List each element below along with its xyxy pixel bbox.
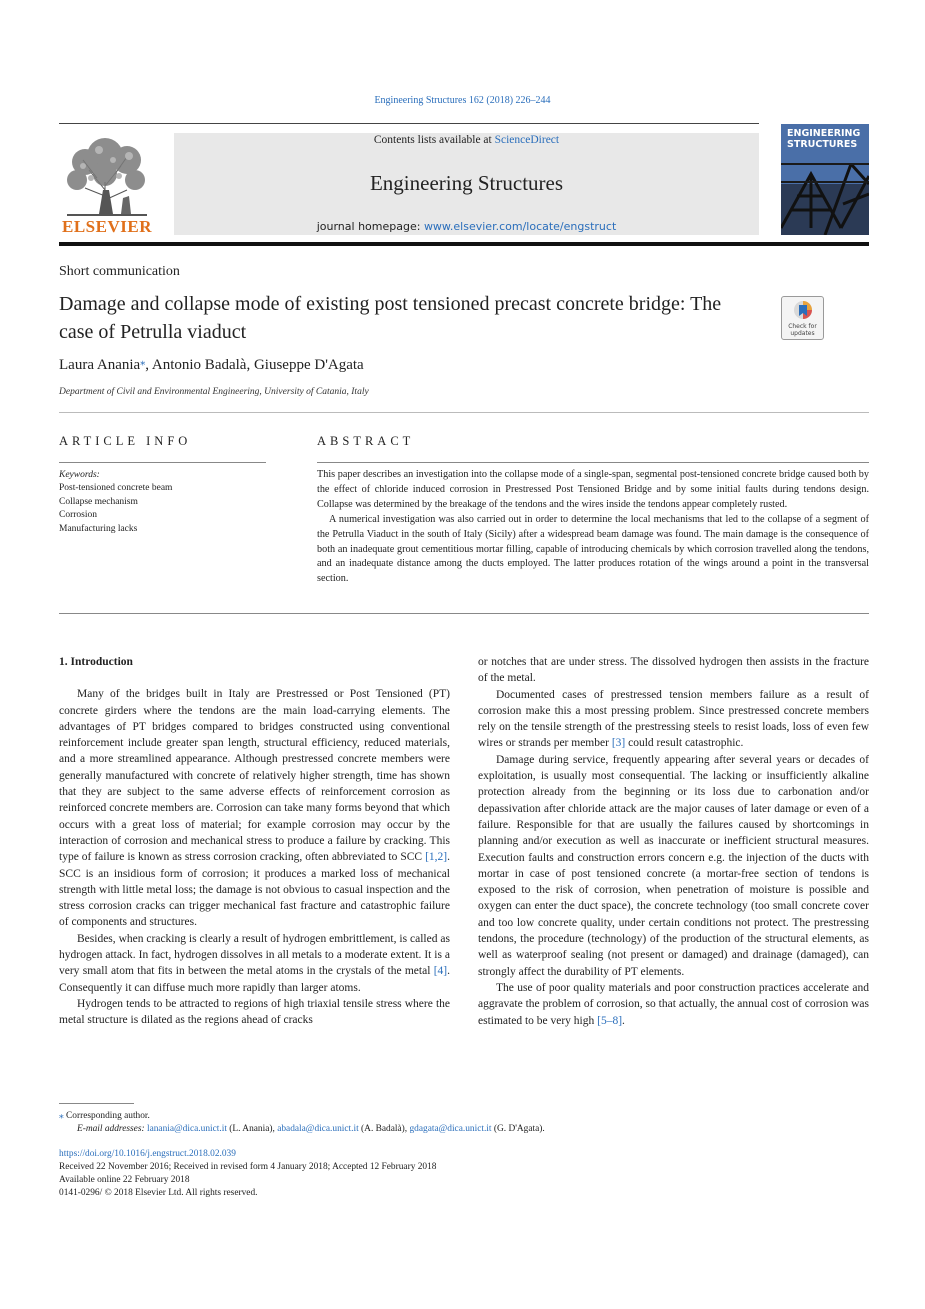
keyword-item: Collapse mechanism bbox=[59, 496, 138, 507]
journal-title: Engineering Structures bbox=[369, 171, 564, 195]
affiliation-rule bbox=[59, 412, 869, 413]
copyright-line: 0141-0296/ © 2018 Elsevier Ltd. All rights reserved. bbox=[59, 1188, 258, 1198]
body-paragraph bbox=[478, 687, 869, 752]
cover-title bbox=[787, 128, 865, 150]
body-column-right bbox=[478, 654, 869, 1029]
keyword-item: Corrosion bbox=[59, 510, 97, 521]
received-dates: Received 22 November 2016; Received in revised form 4 January 2018; Accepted 12 February 2018 bbox=[59, 1162, 437, 1172]
header-thick-rule bbox=[59, 242, 869, 246]
keyword-item: Manufacturing lacks bbox=[59, 523, 138, 534]
journal-homepage-line bbox=[174, 220, 759, 233]
email-link[interactable]: abadala@dica.unict.it bbox=[277, 1124, 359, 1134]
paragraph-text: Besides, when cracking is clearly a result of hydrogen embrittlement, is called as hydrogen attack. In fact, hydrogen dissolves in all metals to a moderate extent. It is a very small atom that fits in between the metal atoms in the crystals of the metal bbox=[59, 932, 450, 978]
body-paragraph bbox=[478, 980, 869, 1029]
email-link[interactable]: gdagata@dica.unict.it bbox=[409, 1124, 492, 1134]
article-type: Short communication bbox=[59, 264, 180, 279]
footnotes bbox=[59, 1110, 869, 1136]
body-paragraph: or notches that are under stress. The dissolved hydrogen then assists in the fracture of the metal. bbox=[478, 656, 869, 685]
email-link[interactable]: lanania@dica.unict.it bbox=[146, 1124, 227, 1134]
body-column-left bbox=[59, 654, 450, 1029]
paragraph-text: . SCC is an insidious form of corrosion; it produces a marked loss of mechanical strength with little metal loss; the damage is not obvious to casual inspection and the stress corrosion cracks can trigger mechanical fast fracture and catastrophic failure of components and structures. bbox=[59, 851, 450, 929]
paragraph-text: Documented cases of prestressed tension members failure as a result of corrosion make this a most pressing problem. Since prestressed concrete members rely on the tensile strength of the prestressing steels to resist loads, loss of even few wires or strands per member bbox=[478, 688, 869, 750]
article-title: Damage and collapse mode of existing post tensioned precast concrete bridge: The case of Petrulla viaduct bbox=[59, 293, 722, 343]
footnote-text: Corresponding author. bbox=[63, 1111, 150, 1121]
homepage-prefix: journal homepage: bbox=[316, 220, 424, 233]
journal-reference[interactable]: Engineering Structures 162 (2018) 226–244 bbox=[374, 95, 551, 106]
keywords-block bbox=[59, 469, 269, 536]
sciencedirect-link[interactable]: ScienceDirect bbox=[494, 134, 560, 146]
journal-cover-image[interactable] bbox=[781, 124, 869, 235]
elsevier-wordmark: ELSEVIER bbox=[62, 217, 152, 236]
check-updates-line-1: Check for bbox=[788, 323, 817, 330]
email-owner: (L. Anania), bbox=[226, 1124, 278, 1134]
available-online-date: Available online 22 February 2018 bbox=[59, 1175, 190, 1185]
cover-title-line-1: ENGINEERING bbox=[787, 128, 861, 139]
check-updates-label bbox=[782, 323, 823, 337]
section-heading: 1. Introduction bbox=[59, 656, 133, 668]
journal-homepage-link[interactable]: www.elsevier.com/locate/engstruct bbox=[423, 220, 617, 233]
citation-link[interactable]: [3] bbox=[611, 737, 626, 750]
keywords-label: Keywords: bbox=[59, 470, 100, 480]
contents-prefix: Contents lists available at bbox=[373, 134, 495, 146]
paragraph-text: The use of poor quality materials and poor construction practices accelerate and aggravate the problem of corrosion, so that actually, the annual cost of corrosion was estimated to be very high bbox=[478, 981, 869, 1027]
abstract-rule bbox=[317, 462, 869, 463]
author-name: Laura Anania bbox=[59, 357, 141, 373]
corresponding-author-note bbox=[59, 1110, 869, 1123]
publication-info bbox=[59, 1148, 869, 1200]
email-addresses bbox=[59, 1123, 869, 1136]
article-info-rule bbox=[59, 462, 266, 463]
check-updates-line-2: updates bbox=[790, 330, 815, 337]
author-list bbox=[59, 357, 364, 374]
body-paragraph bbox=[59, 931, 450, 996]
citation-link[interactable]: [1,2] bbox=[425, 851, 448, 864]
abstract-paragraph: A numerical investigation was also carried out in order to determine the local mechanisms that led to the collapse of a segment of the Petrulla Viaduct in the south of Italy (Sicily) after a widespread beam damage was found. The main damage is the consequence of both an inadequate grout cementitious mortar filling, capable of introducing chemicals by which corrosion travelled along the tendons, and an inadequate distance among the ducts employed. The latter produces rotation of the wings around a point in the transversal section. bbox=[317, 513, 869, 585]
body-paragraph bbox=[59, 686, 450, 930]
paragraph-text: Many of the bridges built in Italy are Prestressed or Post Tensioned (PT) concrete girders where the tendons are the main load-carrying elements. The advantages of PT bridges compared to bridges constructed using conventional reinforcement include greater span length, structural efficiency, reduced materials, and a more streamlined appearance. Although prestressed concrete members were generally manufactured with concrete of relatively higher strength, time has shown that they are subject to the same adverse effects of reinforcement corrosion as reinforced concrete members are. Corrosion can take many forms beyond that which occurs with a great loss of material; for example corrosion may occur by the interaction of corrosion and mechanical stress to produce a failure by cracking. This type of failure is known as stress corrosion cracking, often abbreviated to SCC bbox=[59, 688, 450, 864]
abstract-text bbox=[317, 468, 869, 587]
abstract-paragraph: This paper describes an investigation into the collapse mode of a single-span, segmental post-tensioned concrete bridge caused both by the effect of chloride induced corrosion in Prestressed Post Tensioned Bridge and by some initial faults during tendons design. Collapse was determined by the breakage of the tendons and the wires inside the tendons appear completely rusted. bbox=[317, 469, 869, 510]
article-info-heading: ARTICLE INFO bbox=[59, 434, 192, 448]
body-paragraph: Damage during service, frequently appearing after several years or decades of exploitation, is usually most consequential. The lacking or insufficiently alkaline protection already from the beginning or its loss due to carbonation and/or depassivation after chloride attack are the major causes of later damage or even of a failure. Responsible for that are usually the failures caused by shortcomings in planning and/or execution as well as inaccurate or inefficient structural measures. Execution faults and construction errors concern e.g. the injection of the ducts with mortar in case of post tensioned concrete (a mortar-free section of tendons is exposed to the risk of corrosion, when penetration of moisture is possible and oxygen can enter the duct space), the concrete technology (too small concrete cover and too low concrete quality, under certain conditions not protect. The prestressing tendons, the procedure (technology) of the production of the structural elements, as well as waterproof sealing (not present or damaged) and drainage (damaged), can strongly affect the durability of PT elements. bbox=[478, 753, 869, 978]
check-for-updates-button[interactable] bbox=[781, 296, 824, 340]
body-paragraph: Hydrogen tends to be attracted to regions of high triaxial tensile stress where the metal structure is dilated as the regions ahead of cracks bbox=[59, 997, 450, 1027]
cover-title-line-2: STRUCTURES bbox=[787, 139, 858, 150]
paragraph-text: could result catastrophic. bbox=[625, 737, 744, 750]
author-affiliation: Department of Civil and Environmental Engineering, University of Catania, Italy bbox=[59, 387, 369, 397]
footnote-rule bbox=[59, 1103, 134, 1104]
paragraph-text: . Consequently it can diffuse much more rapidly than larger atoms. bbox=[59, 965, 450, 994]
email-owner: (G. D'Agata). bbox=[491, 1124, 545, 1134]
header-top-rule bbox=[59, 123, 759, 124]
citation-link[interactable]: [4] bbox=[433, 965, 448, 978]
contents-available-line bbox=[174, 134, 759, 146]
citation-link[interactable]: [5–8] bbox=[597, 1014, 623, 1027]
abstract-heading: ABSTRACT bbox=[317, 434, 415, 448]
email-owner: (A. Badalà), bbox=[358, 1124, 410, 1134]
corresponding-author-mark[interactable]: ⁎ bbox=[140, 357, 146, 368]
check-updates-icon bbox=[793, 300, 813, 322]
email-label: E-mail addresses: bbox=[77, 1124, 147, 1134]
footnote-mark: ⁎ bbox=[59, 1111, 64, 1121]
abstract-bottom-rule bbox=[59, 613, 869, 614]
keyword-item: Post-tensioned concrete beam bbox=[59, 483, 173, 494]
author-names: , Antonio Badalà, Giuseppe D'Agata bbox=[145, 357, 364, 373]
paragraph-text: . bbox=[622, 1014, 625, 1027]
doi-link[interactable]: https://doi.org/10.1016/j.engstruct.2018.02.039 bbox=[59, 1149, 236, 1159]
